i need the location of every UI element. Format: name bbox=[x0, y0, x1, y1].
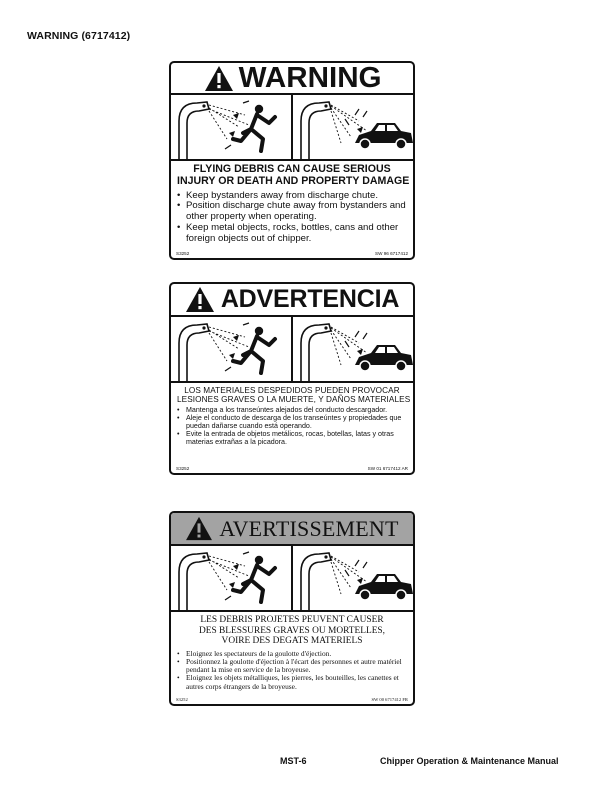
bullet-item: • Evite la entrada de objetos metálicos, rocas, botellas, latas y otras materias extrañas a la picadora. bbox=[177, 431, 407, 447]
decal-header-word: ADVERTENCIA bbox=[220, 285, 400, 313]
decal-code-right: SW 00 6717412 FR bbox=[371, 697, 408, 702]
warning-decal-spanish bbox=[169, 282, 415, 475]
chute-car-pictogram bbox=[291, 317, 413, 381]
discharge-chute-car-hit-icon bbox=[293, 95, 415, 161]
headline-line: LESIONES GRAVES O LA MUERTE, Y DAÑOS MATERIALES bbox=[177, 395, 411, 405]
decal-text bbox=[171, 612, 413, 691]
headline-line: DES BLESSURES GRAVES OU MORTELLES, bbox=[198, 625, 385, 636]
warning-decal-english bbox=[169, 61, 415, 260]
decal-codes bbox=[176, 697, 408, 702]
decal-header bbox=[171, 284, 413, 317]
decal-header bbox=[171, 513, 413, 546]
discharge-chute-car-hit-icon bbox=[293, 546, 415, 612]
discharge-chute-person-hit-icon bbox=[171, 546, 291, 612]
decal-pictograms bbox=[171, 95, 413, 161]
discharge-chute-person-hit-icon bbox=[171, 317, 291, 383]
headline-line: LOS MATERIALES DESPEDIDOS PUEDEN PROVOCAR bbox=[184, 386, 400, 395]
warning-decal-french bbox=[169, 511, 415, 706]
decal-header bbox=[171, 63, 413, 95]
chute-person-pictogram bbox=[171, 317, 291, 381]
decal-pictograms bbox=[171, 317, 413, 383]
decal-bullet-list bbox=[177, 407, 407, 447]
decal-code-right: SW 96 6717412 bbox=[375, 251, 408, 256]
bullet-item: • Eloignez les objets métalliques, les pierres, les bouteilles, les canettes et autres corps étrangers de la broyeuse. bbox=[177, 674, 407, 691]
warning-triangle-icon bbox=[204, 65, 234, 92]
decal-header-word: WARNING bbox=[238, 61, 382, 94]
discharge-chute-car-hit-icon bbox=[293, 317, 415, 383]
chute-car-pictogram bbox=[291, 95, 413, 159]
warning-triangle-icon bbox=[185, 516, 213, 541]
chute-person-pictogram bbox=[171, 546, 291, 610]
decal-headline bbox=[177, 615, 407, 647]
page-title: WARNING (6717412) bbox=[27, 30, 131, 42]
bullet-item: • Keep metal objects, rocks, bottles, cans and other foreign objects out of chipper. bbox=[177, 223, 407, 244]
decal-pictograms bbox=[171, 546, 413, 612]
discharge-chute-person-hit-icon bbox=[171, 95, 291, 161]
decal-text bbox=[171, 383, 413, 447]
headline-line: VOIRE DES DEGATS MATERIELS bbox=[221, 636, 363, 647]
decal-codes bbox=[176, 251, 408, 256]
headline-line: INJURY OR DEATH AND PROPERTY DAMAGE bbox=[177, 174, 410, 187]
decal-text bbox=[171, 161, 413, 244]
footer-page-number: MST-6 bbox=[280, 756, 307, 766]
bullet-item: • Mantenga a los transeúntes alejados del conducto descargador. bbox=[177, 407, 407, 415]
footer-manual-title: Chipper Operation & Maintenance Manual bbox=[380, 756, 559, 766]
decal-headline bbox=[177, 163, 410, 188]
headline-line: FLYING DEBRIS CAN CAUSE SERIOUS bbox=[193, 163, 391, 175]
bullet-item: • Position discharge chute away from bystanders and other property when operating. bbox=[177, 201, 407, 222]
chute-person-pictogram bbox=[171, 95, 291, 159]
decal-code-left: S3252 bbox=[176, 466, 190, 471]
decal-bullet-list bbox=[177, 191, 407, 245]
decal-code-right: SW 01 6717412 AR bbox=[367, 466, 408, 471]
decal-codes bbox=[176, 466, 408, 471]
bullet-item: • Keep bystanders away from discharge chute. bbox=[177, 191, 407, 202]
decal-bullet-list bbox=[177, 650, 407, 691]
decal-header-word: AVERTISSEMENT bbox=[219, 515, 399, 541]
chute-car-pictogram bbox=[291, 546, 413, 610]
decal-code-left: S3252 bbox=[176, 697, 188, 702]
bullet-item: • Eloignez les spectateurs de la goulotte d'éjection. bbox=[177, 650, 407, 658]
bullet-item: • Positionnez la goulotte d'éjection à l'écart des personnes et autre matériel pendant la mise en service de la broyeuse. bbox=[177, 658, 407, 675]
decal-code-left: S3252 bbox=[176, 251, 190, 256]
decal-headline bbox=[177, 386, 411, 405]
bullet-item: • Aleje el conducto de descarga de los transeúntes y propiedades que puedan dañarse cuando está operando. bbox=[177, 415, 407, 431]
headline-line: LES DEBRIS PROJETES PEUVENT CAUSER bbox=[200, 615, 384, 625]
warning-triangle-icon bbox=[185, 286, 215, 313]
